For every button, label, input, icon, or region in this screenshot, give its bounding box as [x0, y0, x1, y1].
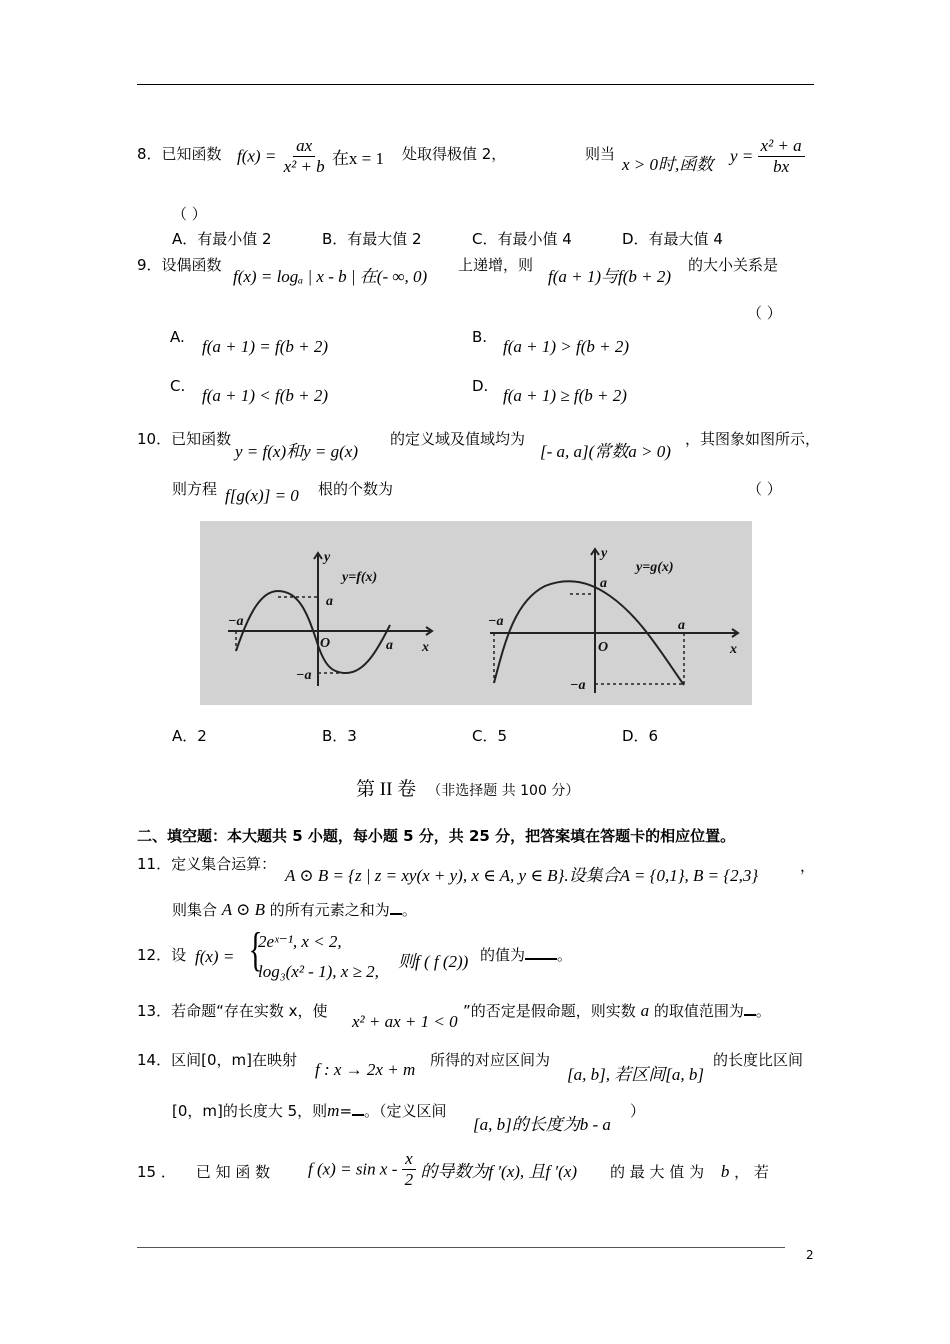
q11-line2: 则集合 A ⊙ B 的所有元素之和为 。 — [172, 900, 417, 919]
q15-tail: 的 最 大 值 为 b ， 若 — [610, 1162, 769, 1181]
q14-tail: 的长度比区间 — [713, 1051, 804, 1069]
q14-length-def: [a, b]的长度为b - a — [473, 1115, 611, 1134]
q9-tail: 的大小关系是 — [688, 256, 779, 274]
section2-heading: 二、填空题：本大题共 5 小题，每小题 5 分，共 25 分，把答案填在答题卡的相应位置。 — [137, 827, 736, 845]
q8-when: x > 0时,函数 — [622, 155, 714, 174]
q8-function: f(x) = $\frac{ax}{\text{x² + b}}$ 在x = 1 — [237, 136, 385, 176]
f-a-right: a — [386, 638, 393, 653]
q9-option-b-label: B. — [472, 328, 488, 346]
q10-graphs — [200, 521, 752, 705]
f-x-label: x — [422, 640, 429, 655]
q10-interval: [- a, a](常数a > 0) — [540, 442, 671, 461]
q9-option-c-label: C. — [170, 377, 186, 395]
page-number: 2 — [806, 1248, 814, 1262]
header-rule — [137, 84, 814, 85]
q12-brace: { — [248, 923, 263, 976]
q10-line2: 则方程 — [172, 480, 218, 498]
q9-option-d-label: D. — [472, 377, 489, 395]
q9-function: f(x) = logₐ | x - b | 在(- ∞, 0) — [233, 267, 428, 286]
g-title: y=g(x) — [636, 560, 674, 575]
q12-case2: log₃(x² - 1), x ≥ 2, — [258, 962, 379, 981]
q10-option-d: D．6 — [622, 727, 659, 745]
q10-option-c: C．5 — [472, 727, 508, 745]
part2-header — [356, 774, 579, 801]
q14-blank — [352, 1100, 364, 1116]
q8-option-c: C．有最小值 4 — [472, 230, 572, 248]
q14-stem: 14．区间[0，m]在映射 — [137, 1051, 297, 1069]
q9-option-a-label: A. — [170, 328, 185, 346]
g-y-label: y — [601, 546, 608, 561]
footer-rule — [137, 1247, 785, 1248]
q12-tail: 的值为 。 — [480, 946, 573, 964]
f-a-top: a — [326, 594, 333, 609]
q9-mid: 上递增，则 — [458, 256, 534, 274]
q8-option-a: A．有最小值 2 — [172, 230, 272, 248]
q8-then: 则当 — [585, 145, 616, 163]
q13-blank — [744, 1000, 756, 1016]
q10-option-a: A．2 — [172, 727, 207, 745]
f-neg-a-left: −a — [228, 614, 244, 629]
q13-expression: x² + ax + 1 < 0 — [352, 1012, 458, 1031]
q9-stem: 9．设偶函数 — [137, 256, 222, 274]
q8-option-b: B．有最大值 2 — [322, 230, 422, 248]
q8-y-function: y = $\frac{\text{x² + a}}{bx}$ — [730, 137, 805, 176]
part2-title: 第 II 卷 — [356, 779, 417, 800]
g-a-top: a — [600, 576, 607, 591]
q8-stem: 8．已知函数 — [137, 145, 222, 163]
q12-case1: 2eˣ⁻¹, x < 2, — [258, 932, 342, 951]
q14-mid: 所得的对应区间为 — [430, 1051, 551, 1069]
q12-stem: 12．设 — [137, 946, 187, 964]
q11-definition: A ⊙ B = {z | z = xy(x + y), x ∈ A, y ∈ B}.设集合A = {0,1}, B = {2,3} — [285, 866, 759, 885]
q14-close: ） — [630, 1102, 646, 1120]
q9-answer-paren: （ ） — [747, 304, 782, 322]
f-title: y=f(x) — [342, 570, 378, 585]
q13-tail: ”的否定是假命题，则实数 a 的取值范围为 。 — [463, 1001, 771, 1020]
q14-interval: [a, b], 若区间[a, b] — [567, 1065, 704, 1084]
q8-option-d: D．有最大值 4 — [622, 230, 723, 248]
q11-blank — [390, 899, 402, 915]
q9-option-a: f(a + 1) = f(b + 2) — [202, 337, 329, 356]
g-origin: O — [598, 640, 609, 655]
q9-compare: f(a + 1)与f(b + 2) — [548, 267, 672, 286]
g-neg-a-left: −a — [488, 614, 504, 629]
q10-figure — [200, 521, 752, 705]
q12-blank — [525, 944, 557, 960]
q10-answer-paren: （ ） — [747, 480, 782, 498]
q10-functions: y = f(x)和y = g(x) — [235, 442, 358, 461]
q10-tail: ，其图象如图所示， — [685, 430, 821, 448]
q9-option-c: f(a + 1) < f(b + 2) — [202, 386, 329, 405]
q8-condition: 处取得极值 2， — [402, 145, 507, 163]
q9-option-b: f(a + 1) > f(b + 2) — [503, 337, 630, 356]
q12-function: f(x) = — [195, 947, 235, 966]
f-neg-a-bottom: −a — [296, 668, 312, 683]
f-y-label: y — [324, 550, 331, 565]
q12-then: 则f ( f (2)) — [398, 952, 469, 971]
q11-comma: ， — [800, 857, 816, 875]
q13-stem: 13．若命题“存在实数 x，使 — [137, 1002, 328, 1020]
part2-note: （非选择题 共 100 分） — [427, 783, 580, 799]
g-x-label: x — [730, 642, 737, 657]
q9-option-d: f(a + 1) ≥ f(b + 2) — [503, 386, 627, 405]
q10-equation: f[g(x)] = 0 — [225, 486, 299, 505]
q14-line2: [0，m]的长度大 5，则m= 。（定义区间 — [172, 1101, 447, 1120]
q8-answer-paren: （ ） — [172, 205, 207, 223]
graph-g — [490, 549, 738, 693]
q15-function: f (x) = sin x - $\frac{x}{2}$ 的导数为f ′(x), 且f ′(x) — [308, 1149, 577, 1189]
g-neg-a-bottom: −a — [570, 678, 586, 693]
q10-stem: 10．已知函数 — [137, 430, 232, 448]
g-a-right: a — [678, 618, 685, 633]
graph-f — [228, 553, 432, 686]
f-origin: O — [320, 636, 331, 651]
q15-stem: 15 ． 已 知 函 数 — [137, 1163, 271, 1181]
q10-line2-tail: 根的个数为 — [318, 480, 394, 498]
q10-domain-text: 的定义域及值域均为 — [390, 430, 526, 448]
q10-option-b: B．3 — [322, 727, 357, 745]
q11-stem: 11．定义集合运算： — [137, 855, 277, 873]
q14-map: f : x → 2x + m — [315, 1060, 416, 1079]
